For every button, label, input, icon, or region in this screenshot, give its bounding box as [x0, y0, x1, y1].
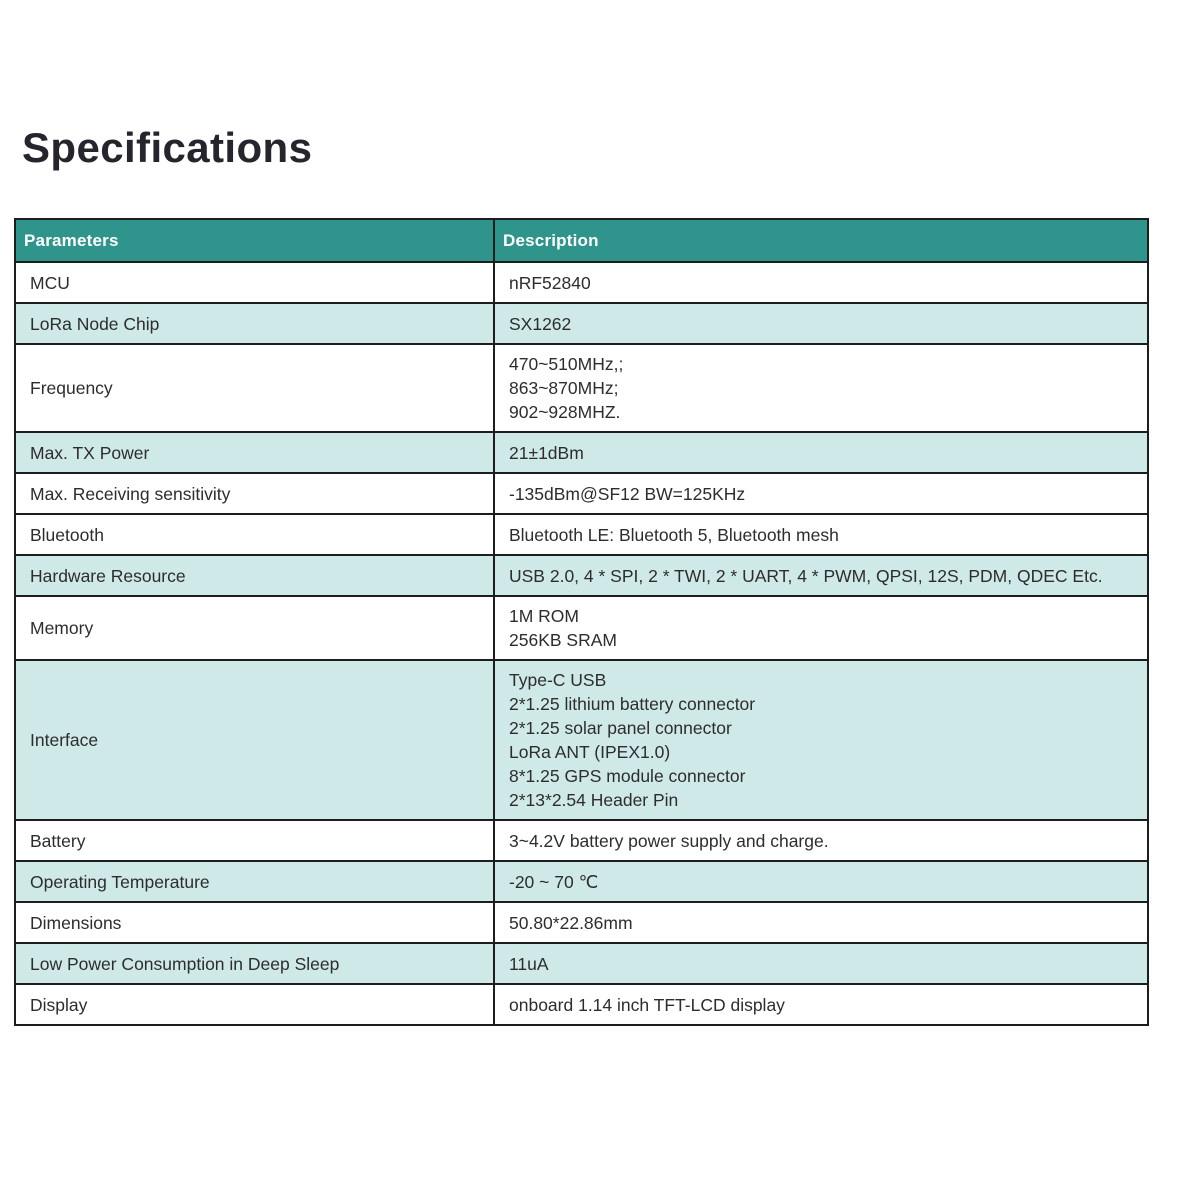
description-line: Bluetooth LE: Bluetooth 5, Bluetooth mesh	[509, 524, 839, 545]
page-title: Specifications	[22, 124, 313, 171]
description-cell	[494, 473, 1148, 514]
parameter-cell: LoRa Node Chip	[15, 303, 494, 344]
description-cell	[494, 861, 1148, 902]
table-header	[15, 219, 1148, 262]
description-line: 2*1.25 solar panel connector	[509, 718, 732, 738]
table-row	[15, 432, 1148, 473]
header-row	[15, 219, 1148, 262]
table-row	[15, 902, 1148, 943]
description-cell	[494, 596, 1148, 660]
table-row	[15, 473, 1148, 514]
description-line: USB 2.0, 4 * SPI, 2 * TWI, 2 * UART, 4 * PWM, QPSI, 12S, PDM, QDEC Etc.	[509, 565, 1103, 586]
table-row	[15, 596, 1148, 660]
table-row	[15, 262, 1148, 303]
parameter-cell: Bluetooth	[15, 514, 494, 555]
description-cell	[494, 432, 1148, 473]
parameter-cell: Frequency	[15, 344, 494, 432]
table-row	[15, 943, 1148, 984]
description-cell	[494, 514, 1148, 555]
parameter-cell: Operating Temperature	[15, 861, 494, 902]
description-line: SX1262	[509, 313, 572, 334]
parameter-cell: Hardware Resource	[15, 555, 494, 596]
parameter-cell: Max. TX Power	[15, 432, 494, 473]
table-row	[15, 984, 1148, 1025]
description-line: Type-C USB	[509, 670, 607, 690]
description-cell	[494, 262, 1148, 303]
description-cell	[494, 660, 1148, 820]
column-header-description: Description	[494, 219, 1148, 262]
description-line: 50.80*22.86mm	[509, 912, 633, 933]
description-line: 470~510MHz,;	[509, 354, 624, 374]
parameter-cell: Display	[15, 984, 494, 1025]
description-line: 3~4.2V battery power supply and charge.	[509, 830, 829, 851]
description-cell	[494, 555, 1148, 596]
description-line: 2*1.25 lithium battery connector	[509, 694, 756, 714]
table-row	[15, 555, 1148, 596]
description-line: 1M ROM	[509, 606, 579, 626]
parameter-cell: Dimensions	[15, 902, 494, 943]
table-row	[15, 861, 1148, 902]
description-line: 902~928MHZ.	[509, 402, 621, 422]
description-cell	[494, 820, 1148, 861]
description-cell	[494, 902, 1148, 943]
description-line: -20 ~ 70 ℃	[509, 871, 599, 892]
description-cell	[494, 984, 1148, 1025]
parameter-cell: MCU	[15, 262, 494, 303]
description-line: LoRa ANT (IPEX1.0)	[509, 742, 671, 762]
table-row	[15, 303, 1148, 344]
description-line: onboard 1.14 inch TFT-LCD display	[509, 994, 785, 1015]
parameter-cell: Memory	[15, 596, 494, 660]
table-row	[15, 514, 1148, 555]
description-line: 256KB SRAM	[509, 630, 617, 650]
description-cell	[494, 303, 1148, 344]
description-line: 863~870MHz;	[509, 378, 619, 398]
table-row	[15, 344, 1148, 432]
description-cell	[494, 344, 1148, 432]
parameter-cell: Interface	[15, 660, 494, 820]
description-line: 11uA	[509, 953, 549, 974]
parameter-cell: Low Power Consumption in Deep Sleep	[15, 943, 494, 984]
specifications-table	[14, 218, 1149, 1026]
parameter-cell: Max. Receiving sensitivity	[15, 473, 494, 514]
description-line: 21±1dBm	[509, 442, 584, 463]
table-row	[15, 820, 1148, 861]
description-cell	[494, 943, 1148, 984]
table-row	[15, 660, 1148, 820]
table-body	[15, 262, 1148, 1025]
description-line: -135dBm@SF12 BW=125KHz	[509, 483, 746, 504]
description-line: 2*13*2.54 Header Pin	[509, 790, 679, 810]
column-header-parameters: Parameters	[15, 219, 494, 262]
parameter-cell: Battery	[15, 820, 494, 861]
description-line: nRF52840	[509, 272, 591, 293]
description-line: 8*1.25 GPS module connector	[509, 766, 746, 786]
